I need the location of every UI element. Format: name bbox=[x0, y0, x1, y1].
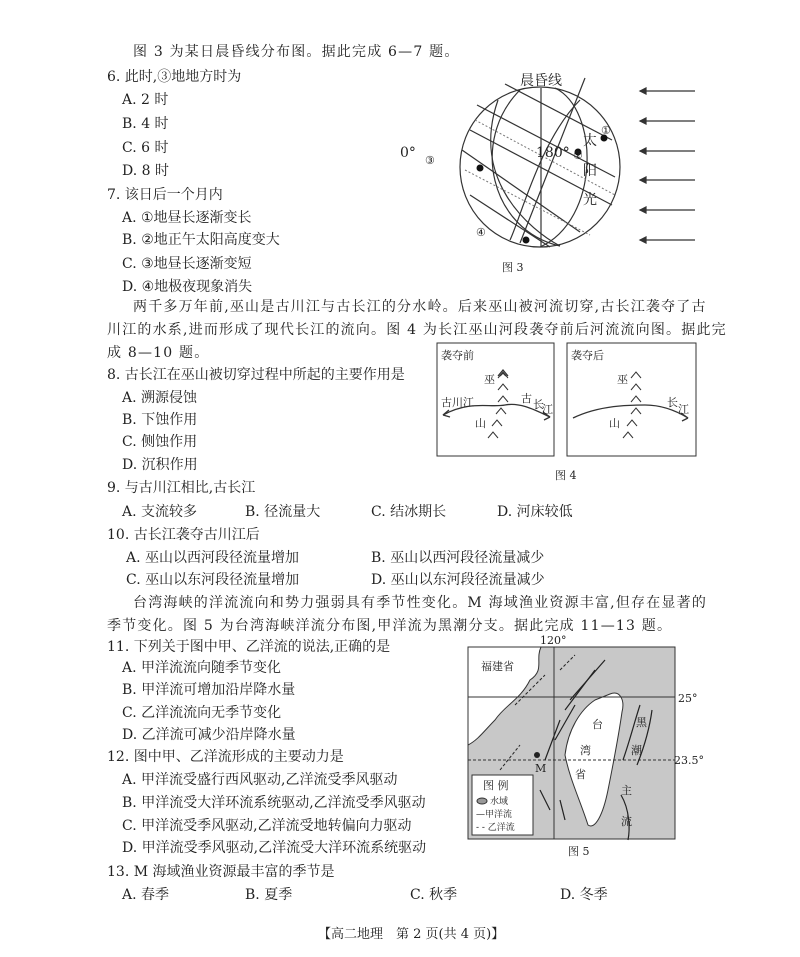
lon-0-label: 0° bbox=[400, 145, 416, 161]
q13-option-d: D. 冬季 bbox=[560, 887, 608, 903]
point-3: ③ bbox=[425, 154, 435, 167]
sun-label-3: 光 bbox=[583, 192, 597, 208]
q7-option-b: B. ②地正午太阳高度变大 bbox=[122, 232, 280, 248]
q11-option-a: A. 甲洋流流向随季节变化 bbox=[122, 660, 282, 676]
wu-label-after: 巫 bbox=[617, 373, 628, 386]
after-capture-label: 袭夺后 bbox=[571, 349, 604, 362]
point-4: ④ bbox=[476, 226, 486, 239]
point-2: ② bbox=[573, 149, 583, 162]
q10-option-b: B. 巫山以西河段径流量减少 bbox=[371, 550, 545, 566]
q13-option-a: A. 春季 bbox=[122, 887, 170, 903]
point-1: ① bbox=[601, 124, 611, 137]
shan-label-after: 山 bbox=[609, 417, 620, 430]
q8-option-c: C. 侧蚀作用 bbox=[122, 434, 198, 450]
q13-option-b: B. 夏季 bbox=[245, 887, 293, 903]
q7-option-a: A. ①地昼长逐渐变长 bbox=[122, 210, 252, 226]
q10-option-d: D. 巫山以东河段径流量减少 bbox=[371, 572, 545, 588]
chang-label-after: 长 bbox=[667, 396, 678, 409]
tai-label: 台 bbox=[592, 718, 603, 731]
intro-fig3: 图 3 为某日晨昏线分布图。据此完成 6—7 题。 bbox=[133, 44, 460, 60]
q9-option-d: D. 河床较低 bbox=[497, 504, 573, 520]
zhu-label: 主 bbox=[621, 784, 632, 797]
chang-label-before: 长 bbox=[533, 398, 544, 411]
q8-option-a: A. 溯源侵蚀 bbox=[122, 390, 198, 406]
q12-option-a: A. 甲洋流受盛行西风驱动,乙洋流受季风驱动 bbox=[122, 772, 398, 788]
passage-4-line-2: 川江的水系,进而形成了现代长江的流向。图 4 为长江巫山河段袭夺前后河流流向图。据此完 bbox=[107, 322, 727, 338]
page-footer: 【高二地理 第 2 页(共 4 页)】 bbox=[318, 927, 505, 942]
terminator-label: 晨昏线 bbox=[520, 73, 562, 89]
gu-label: 古 bbox=[521, 392, 532, 405]
liu-label: 流 bbox=[621, 815, 632, 828]
q7-option-c: C. ③地昼长逐渐变短 bbox=[122, 256, 252, 272]
q9-option-a: A. 支流较多 bbox=[122, 504, 198, 520]
passage-4-line-1: 两千多万年前,巫山是古川江与古长江的分水岭。后来巫山被河流切穿,古长江袭夺了古 bbox=[133, 299, 707, 315]
q6-option-c: C. 6 时 bbox=[122, 140, 169, 156]
passage-5-line-2: 季节变化。图 5 为台湾海峡洋流分布图,甲洋流为黑潮分支。据此完成 11—13 题。 bbox=[107, 618, 673, 634]
jiang-label-after: 江 bbox=[678, 403, 689, 416]
sheng-label: 省 bbox=[575, 768, 586, 781]
q10-option-c: C. 巫山以东河段径流量增加 bbox=[126, 572, 300, 588]
legend-title: 图 例 bbox=[483, 779, 509, 792]
wan-label: 湾 bbox=[580, 744, 591, 757]
q8-option-d: D. 沉积作用 bbox=[122, 457, 198, 473]
q8-option-b: B. 下蚀作用 bbox=[122, 412, 198, 428]
legend-yi-current: - - 乙洋流 bbox=[476, 823, 515, 833]
figure-4-caption: 图 4 bbox=[555, 469, 577, 482]
q6-option-a: A. 2 时 bbox=[122, 92, 169, 108]
legend-water: 水域 bbox=[490, 797, 509, 807]
sun-label-1: 太 bbox=[583, 133, 597, 149]
m-sea-label: M bbox=[535, 762, 547, 775]
passage-4-line-3: 成 8—10 题。 bbox=[107, 345, 210, 361]
q11-option-b: B. 甲洋流可增加沿岸降水量 bbox=[122, 682, 296, 698]
passage-5-line-1: 台湾海峡的洋流流向和势力强弱具有季节性变化。M 海域渔业资源丰富,但存在显著的 bbox=[133, 595, 708, 611]
q12-option-d: D. 甲洋流受季风驱动,乙洋流受大洋环流系统驱动 bbox=[122, 840, 427, 856]
q11-option-c: C. 乙洋流流向无季节变化 bbox=[122, 705, 282, 721]
q6-stem: 6. 此时,③地地方时为 bbox=[107, 69, 242, 85]
q13-stem: 13. M 海域渔业资源最丰富的季节是 bbox=[107, 864, 335, 880]
q12-stem: 12. 图中甲、乙洋流形成的主要动力是 bbox=[107, 749, 344, 765]
chao-label: 潮 bbox=[631, 744, 642, 757]
q9-stem: 9. 与古川江相比,古长江 bbox=[107, 480, 256, 496]
lat-25-label: 25° bbox=[678, 692, 698, 705]
wu-label-before: 巫 bbox=[484, 373, 495, 386]
guchuan-river-label: 古川江 bbox=[441, 396, 474, 409]
q13-option-c: C. 秋季 bbox=[410, 887, 458, 903]
legend-jia-current: —甲洋流 bbox=[476, 810, 513, 820]
q7-stem: 7. 该日后一个月内 bbox=[107, 187, 223, 203]
fujian-label: 福建省 bbox=[481, 660, 514, 673]
q7-option-d: D. ④地极夜现象消失 bbox=[122, 279, 253, 295]
lat-23-5-label: 23.5° bbox=[674, 754, 704, 767]
sun-label-2: 阳 bbox=[583, 163, 597, 179]
lon-120-label: 120° bbox=[540, 634, 567, 647]
lon-180-label: 180° bbox=[536, 145, 570, 161]
q12-option-b: B. 甲洋流受大洋环流系统驱动,乙洋流受季风驱动 bbox=[122, 795, 426, 811]
q11-option-d: D. 乙洋流可减少沿岸降水量 bbox=[122, 727, 296, 743]
q12-option-c: C. 甲洋流受季风驱动,乙洋流受地转偏向力驱动 bbox=[122, 818, 412, 834]
q10-stem: 10. 古长江袭夺古川江后 bbox=[107, 527, 260, 543]
jiang-label-before: 江 bbox=[542, 403, 553, 416]
before-capture-label: 袭夺前 bbox=[441, 349, 474, 362]
q9-option-b: B. 径流量大 bbox=[245, 504, 321, 520]
q9-option-c: C. 结冰期长 bbox=[371, 504, 447, 520]
q6-option-d: D. 8 时 bbox=[122, 163, 169, 179]
shan-label-before: 山 bbox=[475, 417, 486, 430]
q6-option-b: B. 4 时 bbox=[122, 116, 169, 132]
q10-option-a: A. 巫山以西河段径流量增加 bbox=[126, 550, 300, 566]
hei-label: 黑 bbox=[636, 716, 647, 729]
figure-5-caption: 图 5 bbox=[568, 845, 590, 858]
q11-stem: 11. 下列关于图中甲、乙洋流的说法,正确的是 bbox=[107, 639, 391, 655]
figure-3-caption: 图 3 bbox=[502, 261, 524, 274]
q8-stem: 8. 古长江在巫山被切穿过程中所起的主要作用是 bbox=[107, 367, 405, 383]
